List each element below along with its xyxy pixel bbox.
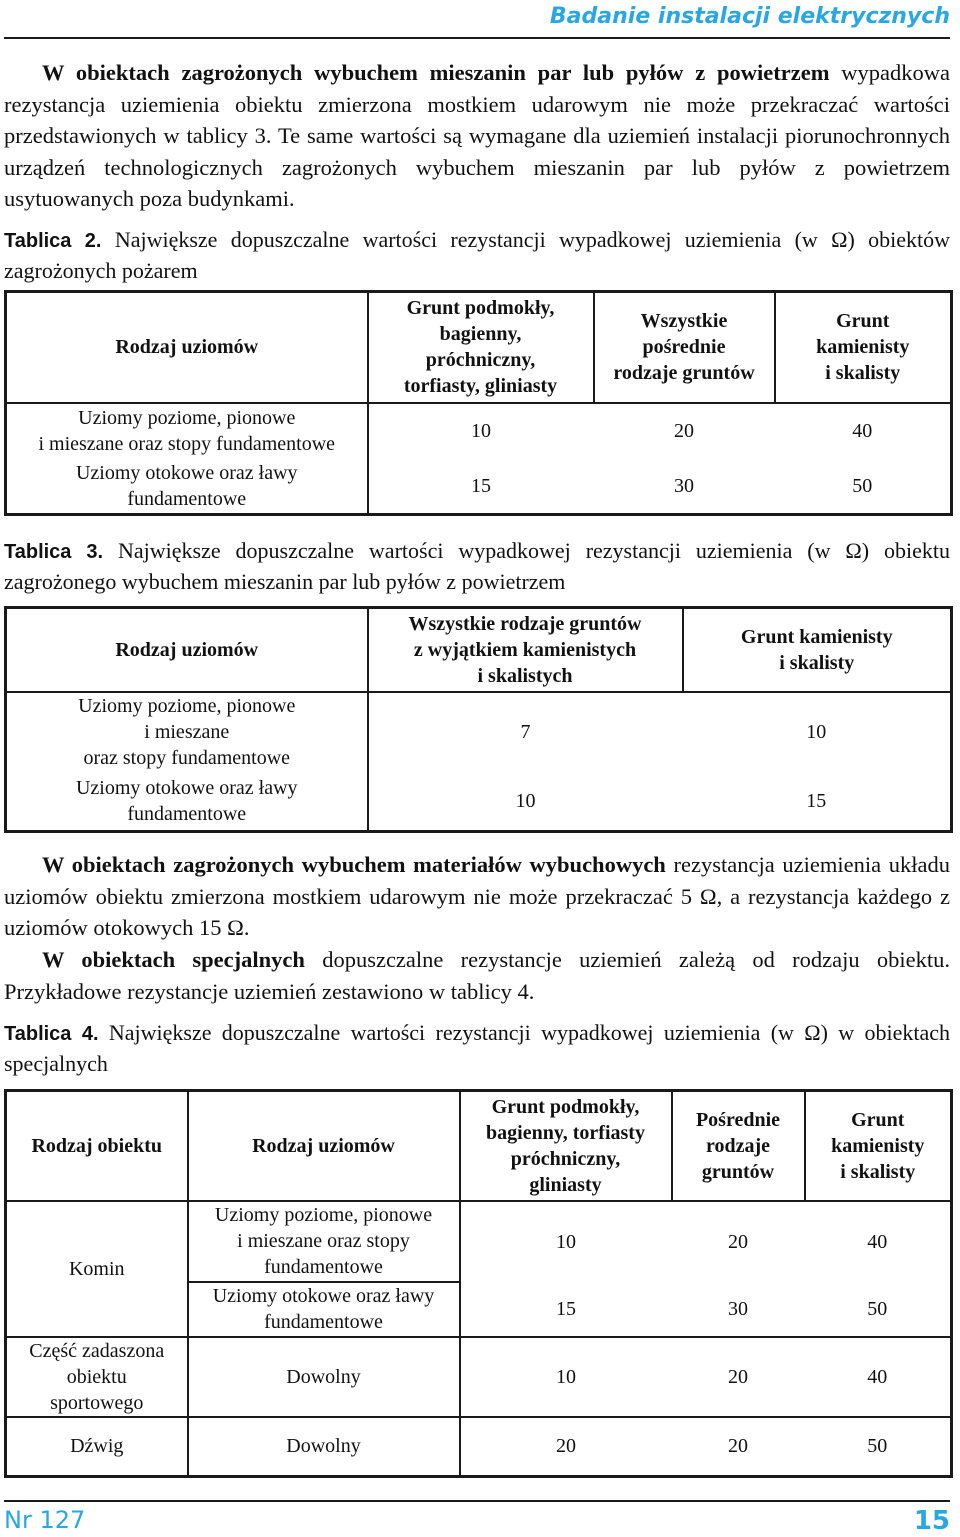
table4-cell: 40	[805, 1337, 952, 1417]
table4-cell: 20	[672, 1417, 805, 1477]
table2-caption-label: Tablica 2.	[4, 230, 102, 252]
table4-object-chimney: Komin	[6, 1201, 188, 1337]
table4-row-label: Uziomy otokowe oraz ławy fundamentowe	[188, 1282, 460, 1337]
table2-row-label: Uziomy poziome, pionowe i mieszane oraz stopy fundamentowe	[6, 403, 368, 459]
table4-object-sports: Część zadaszona obiektu sportowego	[6, 1337, 188, 1417]
paragraph-hazard-mixtures	[4, 57, 950, 215]
paragraph-lead: W obiektach specjalnych	[42, 947, 305, 972]
table2-cell: 50	[775, 459, 952, 515]
table4-caption-text: Największe dopuszczalne wartości rezystancji wypadkowej uziemienia (w Ω) w obiektach specjalnych	[4, 1020, 951, 1076]
table4-header-object: Rodzaj obiektu	[6, 1091, 188, 1201]
table2-header-wet-soil: Grunt podmokły, bagienny, próchniczny, torfiasty, gliniasty	[368, 292, 594, 403]
table2-header-type: Rodzaj uziomów	[6, 292, 368, 403]
table2-header-intermediate-soil: Wszystkie pośrednie rodzaje gruntów	[594, 292, 775, 403]
table4-object-crane: Dźwig	[6, 1417, 188, 1477]
table4-row-label: Dowolny	[188, 1417, 460, 1477]
table2-caption-text: Największe dopuszczalne wartości rezystancji wypadkowej uziemienia (w Ω) obiektów zagrożonych pożarem	[4, 227, 951, 283]
table3	[4, 606, 953, 833]
paragraph-lead: W obiektach zagrożonych wybuchem materiałów wybuchowych	[42, 852, 666, 877]
table2-caption	[4, 225, 950, 285]
table4-cell: 40	[805, 1201, 952, 1282]
table4-cell: 50	[805, 1282, 952, 1337]
table2-cell: 30	[594, 459, 775, 515]
table3-header-all-soils: Wszystkie rodzaje gruntów z wyjątkiem kamienistych i skalistych	[368, 608, 683, 692]
header-divider	[4, 37, 950, 39]
table4-row-label: Uziomy poziome, pionowe i mieszane oraz stopy fundamentowe	[188, 1201, 460, 1282]
table4-header-type: Rodzaj uziomów	[188, 1091, 460, 1201]
table4-caption	[4, 1018, 950, 1078]
table3-caption-label: Tablica 3.	[4, 541, 104, 563]
table4-header-wet-soil: Grunt podmokły, bagienny, torfiasty próchniczny, gliniasty	[460, 1091, 672, 1201]
table4-cell: 15	[460, 1282, 672, 1337]
table3-cell: 15	[683, 772, 952, 832]
table4-header-rocky-soil: Grunt kamienisty i skalisty	[805, 1091, 952, 1201]
footer-issue-number: Nr 127	[4, 1506, 86, 1534]
table4-header-intermediate-soil: Pośrednie rodzaje gruntów	[672, 1091, 805, 1201]
table2-cell: 15	[368, 459, 594, 515]
table3-row-label: Uziomy otokowe oraz ławy fundamentowe	[6, 772, 368, 832]
table3-cell: 10	[683, 692, 952, 772]
table4-cell: 10	[460, 1201, 672, 1282]
paragraph-explosives	[4, 849, 950, 944]
paragraph-special-objects	[4, 944, 950, 1007]
table4-cell: 50	[805, 1417, 952, 1477]
footer-divider	[4, 1500, 950, 1502]
table4-caption-label: Tablica 4.	[4, 1023, 99, 1045]
table3-caption-text: Największe dopuszczalne wartości wypadkowej rezystancji uziemienia (w Ω) obiektu zagrożonego wybuchem mieszanin par lub pyłów z powietrzem	[4, 538, 950, 594]
table4-cell: 20	[460, 1417, 672, 1477]
table2-header-rocky-soil: Grunt kamienisty i skalisty	[775, 292, 952, 403]
footer-page-number: 15	[913, 1506, 950, 1536]
table2-cell: 20	[594, 403, 775, 459]
table2-cell: 10	[368, 403, 594, 459]
table4-cell: 20	[672, 1201, 805, 1282]
page-header-title: Badanie instalacji elektrycznych	[549, 4, 950, 29]
table4-row-label: Dowolny	[188, 1337, 460, 1417]
table3-cell: 7	[368, 692, 683, 772]
paragraph-text: wypadkowa rezystancja uziemienia obiektu zmierzona mostkiem udarowym nie może przekraczać wartości przedstawionych w tablicy 3. Te same wartości są wymagane dla uziemień instalacji piorunochronnych urządzeń technologicznych zagrożonych wybuchem mieszanin par lub pyłów z powietrzem usytuowanych poza budynkami.	[4, 60, 950, 211]
table4-cell: 30	[672, 1282, 805, 1337]
table3-cell: 10	[368, 772, 683, 832]
table4	[4, 1089, 953, 1478]
table2	[4, 290, 953, 516]
paragraph-lead: W obiektach zagrożonych wybuchem mieszanin par lub pyłów z powietrzem	[42, 60, 830, 85]
table3-header-rocky-soil: Grunt kamienisty i skalisty	[683, 608, 952, 692]
table3-caption	[4, 536, 950, 596]
table4-cell: 10	[460, 1337, 672, 1417]
paragraph-text: rezystancja uziemienia układu uziomów obiektu zmierzona mostkiem udarowym nie może przekraczać 5 Ω, a rezystancja każdego z uziomów otokowych 15 Ω.	[4, 852, 950, 940]
table4-cell: 20	[672, 1337, 805, 1417]
paragraph-text: dopuszczalne rezystancje uziemień zależą od rodzaju obiektu. Przykładowe rezystancje uziemień zestawiono w tablicy 4.	[4, 947, 950, 1004]
table2-cell: 40	[775, 403, 952, 459]
table2-row-label: Uziomy otokowe oraz ławy fundamentowe	[6, 459, 368, 515]
table3-row-label: Uziomy poziome, pionowe i mieszane oraz stopy fundamentowe	[6, 692, 368, 772]
table3-header-type: Rodzaj uziomów	[6, 608, 368, 692]
